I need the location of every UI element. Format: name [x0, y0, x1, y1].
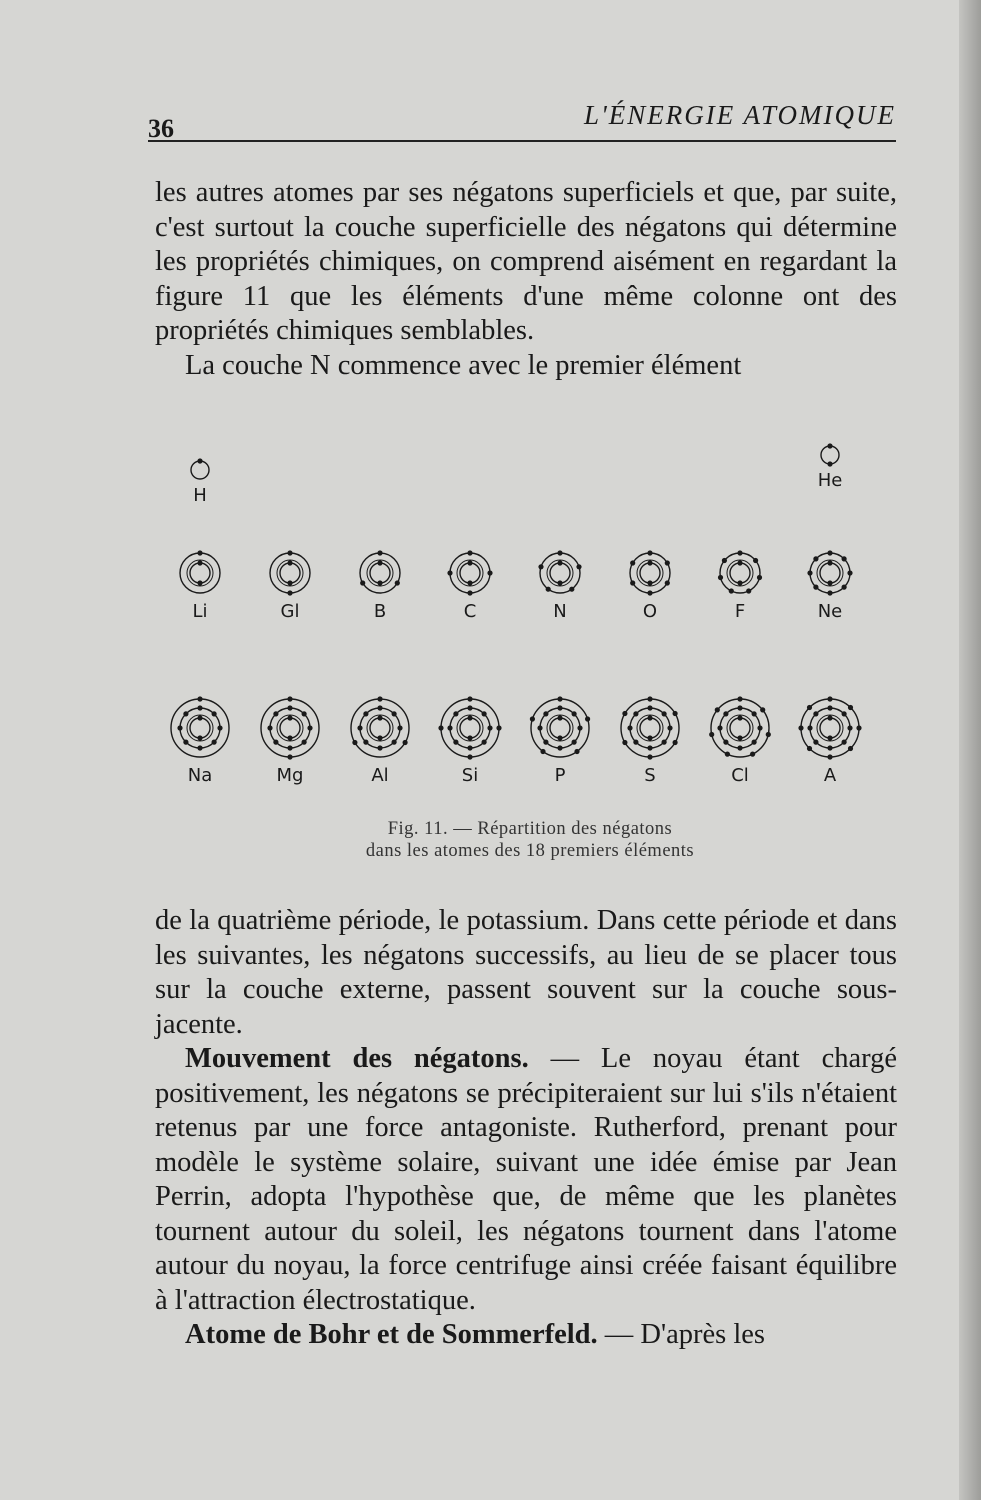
negaton-c-1-2 — [467, 580, 472, 585]
negaton-o-2-5 — [630, 580, 635, 585]
shell-a-1 — [820, 718, 840, 738]
negaton-ne-2-4 — [842, 585, 847, 590]
negaton-si-3-3 — [467, 754, 472, 759]
negaton-al-3-3 — [352, 740, 357, 745]
negaton-b-1-1 — [377, 560, 382, 565]
negaton-ne-2-3 — [847, 570, 852, 575]
label-na: Na — [187, 765, 213, 786]
negaton-a-3-7 — [798, 725, 803, 730]
negaton-o-2-6 — [630, 560, 635, 565]
negaton-f-2-5 — [729, 588, 734, 593]
negaton-cl-1-2 — [737, 735, 742, 740]
negaton-na-1-1 — [197, 715, 202, 720]
shell-f-1 — [730, 563, 750, 583]
negaton-a-3-5 — [827, 754, 832, 759]
negaton-a-2-4 — [842, 740, 847, 745]
negaton-si-1-2 — [467, 735, 472, 740]
negaton-cl-3-1 — [737, 696, 742, 701]
negaton-s-3-4 — [647, 754, 652, 759]
negaton-cl-3-7 — [715, 707, 720, 712]
negaton-gl-1-2 — [287, 580, 292, 585]
shell-n-2 — [540, 553, 580, 593]
negaton-mg-2-2 — [302, 711, 307, 716]
negaton-s-2-3 — [667, 725, 672, 730]
negaton-al-2-8 — [363, 711, 368, 716]
negaton-cl-3-4 — [750, 752, 755, 757]
negaton-s-3-5 — [622, 740, 627, 745]
negaton-mg-3-1 — [287, 696, 292, 701]
shell-b-2 — [360, 553, 400, 593]
negaton-si-2-1 — [467, 705, 472, 710]
label-ne: Ne — [817, 601, 843, 622]
negaton-p-1-2 — [557, 735, 562, 740]
negaton-na-2-7 — [177, 725, 182, 730]
negaton-s-3-1 — [647, 696, 652, 701]
negaton-a-2-1 — [827, 705, 832, 710]
negaton-na-1-2 — [197, 735, 202, 740]
negaton-cl-2-5 — [737, 745, 742, 750]
negaton-ne-1-1 — [827, 560, 832, 565]
page-header — [148, 100, 896, 142]
atom-diagram — [150, 440, 910, 820]
negaton-n-1-2 — [557, 580, 562, 585]
negaton-n-2-5 — [538, 564, 543, 569]
negaton-na-2-6 — [183, 740, 188, 745]
negaton-cl-2-6 — [723, 740, 728, 745]
negaton-c-2-3 — [467, 590, 472, 595]
label-c: C — [463, 601, 477, 622]
negaton-mg-2-5 — [287, 745, 292, 750]
negaton-mg-3-2 — [287, 754, 292, 759]
shell-o-2 — [630, 553, 670, 593]
negaton-f-2-1 — [737, 550, 742, 555]
negaton-a-3-4 — [848, 746, 853, 751]
shell-b-1 — [370, 563, 390, 583]
paragraph-bohr — [155, 1318, 897, 1353]
shell-he-1 — [821, 446, 839, 464]
negaton-ne-2-5 — [827, 590, 832, 595]
negaton-o-2-3 — [665, 580, 670, 585]
negaton-a-2-5 — [827, 745, 832, 750]
negaton-a-2-2 — [842, 711, 847, 716]
label-s: S — [644, 765, 656, 786]
negaton-p-2-3 — [577, 725, 582, 730]
negaton-a-1-2 — [827, 735, 832, 740]
negaton-o-2-2 — [665, 560, 670, 565]
negaton-ne-2-7 — [807, 570, 812, 575]
negaton-cl-2-7 — [717, 725, 722, 730]
negaton-si-3-1 — [467, 696, 472, 701]
heading-mouvement: Mouvement des négatons. — [185, 1043, 529, 1074]
shell-gl-1 — [280, 563, 300, 583]
shell-si-1 — [460, 718, 480, 738]
paragraph-quatrieme-periode: de la quatrième période, le potassium. Dans cette période et dans les suivantes, les négatons successifs, au lieu de se placer tous sur la couche externe, passent souvent sur la couche sous-jacente. — [155, 905, 897, 1040]
negaton-c-2-4 — [447, 570, 452, 575]
shell-cl-1 — [730, 718, 750, 738]
negaton-b-2-3 — [360, 580, 365, 585]
negaton-na-2-1 — [197, 705, 202, 710]
negaton-p-2-1 — [557, 705, 562, 710]
negaton-n-2-2 — [576, 564, 581, 569]
negaton-p-2-7 — [537, 725, 542, 730]
negaton-s-2-2 — [662, 711, 667, 716]
shell-p-1 — [550, 718, 570, 738]
negaton-si-1-1 — [467, 715, 472, 720]
negaton-p-3-4 — [540, 749, 545, 754]
negaton-li-2-1 — [197, 550, 202, 555]
bottom-text-block — [155, 904, 897, 1353]
negaton-a-2-7 — [807, 725, 812, 730]
negaton-s-1-2 — [647, 735, 652, 740]
negaton-si-2-2 — [482, 711, 487, 716]
negaton-n-2-3 — [569, 587, 574, 592]
negaton-mg-2-7 — [267, 725, 272, 730]
negaton-he-1-1 — [827, 443, 832, 448]
negaton-cl-2-3 — [757, 725, 762, 730]
negaton-b-2-1 — [377, 550, 382, 555]
negaton-a-3-3 — [856, 725, 861, 730]
negaton-s-1-1 — [647, 715, 652, 720]
page-edge-shadow — [959, 0, 981, 1500]
negaton-f-2-4 — [746, 588, 751, 593]
negaton-al-2-2 — [392, 711, 397, 716]
negaton-li-1-1 — [197, 560, 202, 565]
label-h: H — [193, 485, 207, 506]
negaton-b-2-2 — [395, 580, 400, 585]
negaton-cl-2-4 — [752, 740, 757, 745]
negaton-b-1-2 — [377, 580, 382, 585]
label-a: A — [823, 765, 837, 786]
negaton-li-1-2 — [197, 580, 202, 585]
negaton-si-2-6 — [453, 740, 458, 745]
negaton-f-1-1 — [737, 560, 742, 565]
figure-caption — [250, 818, 810, 862]
negaton-o-2-4 — [647, 590, 652, 595]
negaton-mg-2-1 — [287, 705, 292, 710]
heading-bohr: Atome de Bohr et de Sommerfeld. — [185, 1319, 598, 1350]
top-text-block — [155, 176, 897, 383]
negaton-s-3-6 — [622, 711, 627, 716]
negaton-mg-1-2 — [287, 735, 292, 740]
negaton-na-3-1 — [197, 696, 202, 701]
negaton-s-2-8 — [633, 711, 638, 716]
negaton-al-2-3 — [397, 725, 402, 730]
negaton-he-1-2 — [827, 461, 832, 466]
label-f: F — [734, 601, 746, 622]
negaton-p-3-1 — [557, 696, 562, 701]
negaton-si-2-5 — [467, 745, 472, 750]
negaton-al-1-1 — [377, 715, 382, 720]
negaton-si-3-4 — [438, 725, 443, 730]
negaton-o-1-1 — [647, 560, 652, 565]
negaton-gl-2-1 — [287, 550, 292, 555]
label-si: Si — [461, 765, 479, 786]
negaton-a-3-1 — [827, 696, 832, 701]
negaton-p-2-6 — [543, 740, 548, 745]
label-gl: Gl — [280, 601, 300, 622]
negaton-na-2-2 — [212, 711, 217, 716]
negaton-p-2-5 — [557, 745, 562, 750]
negaton-s-2-5 — [647, 745, 652, 750]
label-cl: Cl — [731, 765, 749, 786]
text-mouvement: — Le noyau étant chargé positivement, les négatons se précipiteraient sur lui s'ils n'étaient retenus par une force antagoniste. Rutherford, prenant pour modèle le système solaire, suivant une idée émise par Jean Perrin, adopta l'hypothèse que, de même que les planètes tournent autour du soleil, les négatons tournent dans l'atome autour du noyau, la force centrifuge ainsi créée faisant équilibre à l'attraction électrostatique. — [155, 1043, 897, 1316]
negaton-si-2-7 — [447, 725, 452, 730]
shell-al-1 — [370, 718, 390, 738]
page-number: 36 — [148, 114, 174, 143]
negaton-n-2-4 — [546, 587, 551, 592]
negaton-cl-2-8 — [723, 711, 728, 716]
text-bohr: — D'après les — [597, 1319, 766, 1350]
negaton-c-1-1 — [467, 560, 472, 565]
negaton-a-2-3 — [847, 725, 852, 730]
label-al: Al — [371, 765, 389, 786]
shell-o-1 — [640, 563, 660, 583]
paragraph-mouvement — [155, 1042, 897, 1318]
paragraph-couche-n: La couche N commence avec le premier élément — [185, 349, 742, 381]
negaton-a-2-6 — [813, 740, 818, 745]
negaton-s-2-1 — [647, 705, 652, 710]
negaton-n-1-1 — [557, 560, 562, 565]
negaton-al-2-5 — [377, 745, 382, 750]
negaton-si-2-3 — [487, 725, 492, 730]
shell-li-1 — [190, 563, 210, 583]
negaton-al-2-1 — [377, 705, 382, 710]
negaton-s-2-4 — [662, 740, 667, 745]
negaton-ne-2-2 — [842, 556, 847, 561]
negaton-s-3-3 — [673, 740, 678, 745]
negaton-mg-2-8 — [273, 711, 278, 716]
negaton-p-3-2 — [585, 716, 590, 721]
negaton-cl-2-1 — [737, 705, 742, 710]
negaton-ne-1-2 — [827, 580, 832, 585]
negaton-o-1-2 — [647, 580, 652, 585]
negaton-a-1-1 — [827, 715, 832, 720]
shell-na-1 — [190, 718, 210, 738]
negaton-gl-2-2 — [287, 590, 292, 595]
shell-li-2 — [180, 553, 220, 593]
shell-c-2 — [450, 553, 490, 593]
caption-line-1: Fig. 11. — Répartition des négatons — [387, 819, 673, 839]
label-n: N — [553, 601, 567, 622]
negaton-s-2-7 — [627, 725, 632, 730]
negaton-cl-3-5 — [725, 752, 730, 757]
figure-11 — [150, 440, 910, 820]
negaton-s-3-2 — [673, 711, 678, 716]
label-li: Li — [192, 601, 208, 622]
negaton-ne-2-6 — [813, 585, 818, 590]
negaton-ne-2-1 — [827, 550, 832, 555]
negaton-si-3-2 — [496, 725, 501, 730]
negaton-mg-1-1 — [287, 715, 292, 720]
negaton-mg-2-3 — [307, 725, 312, 730]
negaton-a-2-8 — [813, 711, 818, 716]
negaton-al-2-4 — [392, 740, 397, 745]
negaton-gl-1-1 — [287, 560, 292, 565]
shell-s-1 — [640, 718, 660, 738]
negaton-s-2-6 — [633, 740, 638, 745]
negaton-cl-1-1 — [737, 715, 742, 720]
negaton-al-2-6 — [363, 740, 368, 745]
negaton-f-2-3 — [757, 575, 762, 580]
shell-mg-1 — [280, 718, 300, 738]
label-p: P — [554, 765, 566, 786]
label-mg: Mg — [276, 765, 304, 786]
negaton-mg-2-6 — [273, 740, 278, 745]
shell-n-1 — [550, 563, 570, 583]
paragraph-continuation: les autres atomes par ses négatons superficiels et que, par suite, c'est surtout la couche superficielle des négatons qui détermine les propriétés chimiques, on comprend aisément en regardant la figure 11 que les éléments d'une même colonne ont des propriétés chimiques semblables. — [155, 177, 897, 346]
negaton-cl-3-6 — [709, 732, 714, 737]
negaton-ne-2-8 — [813, 556, 818, 561]
negaton-p-3-5 — [530, 716, 535, 721]
negaton-al-1-2 — [377, 735, 382, 740]
negaton-cl-3-2 — [760, 707, 765, 712]
negaton-cl-2-2 — [752, 711, 757, 716]
negaton-p-3-3 — [574, 749, 579, 754]
negaton-a-3-8 — [807, 705, 812, 710]
negaton-p-2-4 — [572, 740, 577, 745]
negaton-f-2-6 — [718, 575, 723, 580]
label-o: O — [642, 601, 658, 622]
label-b: B — [373, 601, 387, 622]
negaton-f-1-2 — [737, 580, 742, 585]
shell-ne-1 — [820, 563, 840, 583]
negaton-p-2-8 — [543, 711, 548, 716]
negaton-a-3-2 — [848, 705, 853, 710]
caption-line-2: dans les atomes des 18 premiers éléments — [365, 841, 695, 861]
shell-h-1 — [191, 461, 209, 479]
negaton-si-2-4 — [482, 740, 487, 745]
negaton-al-2-7 — [357, 725, 362, 730]
negaton-f-2-2 — [753, 558, 758, 563]
running-title: L'ÉNERGIE ATOMIQUE — [583, 100, 896, 130]
negaton-c-2-1 — [467, 550, 472, 555]
negaton-p-1-1 — [557, 715, 562, 720]
negaton-na-2-3 — [217, 725, 222, 730]
negaton-h-1-1 — [197, 458, 202, 463]
negaton-c-2-2 — [487, 570, 492, 575]
negaton-o-2-1 — [647, 550, 652, 555]
negaton-si-2-8 — [453, 711, 458, 716]
negaton-cl-3-3 — [766, 732, 771, 737]
negaton-na-2-5 — [197, 745, 202, 750]
label-he: He — [817, 470, 843, 491]
negaton-al-3-1 — [377, 696, 382, 701]
negaton-mg-2-4 — [302, 740, 307, 745]
negaton-na-2-8 — [183, 711, 188, 716]
negaton-f-2-7 — [722, 558, 727, 563]
negaton-al-3-2 — [403, 740, 408, 745]
negaton-na-2-4 — [212, 740, 217, 745]
shell-c-1 — [460, 563, 480, 583]
negaton-a-3-6 — [807, 746, 812, 751]
shell-gl-2 — [270, 553, 310, 593]
negaton-n-2-1 — [557, 550, 562, 555]
negaton-p-2-2 — [572, 711, 577, 716]
